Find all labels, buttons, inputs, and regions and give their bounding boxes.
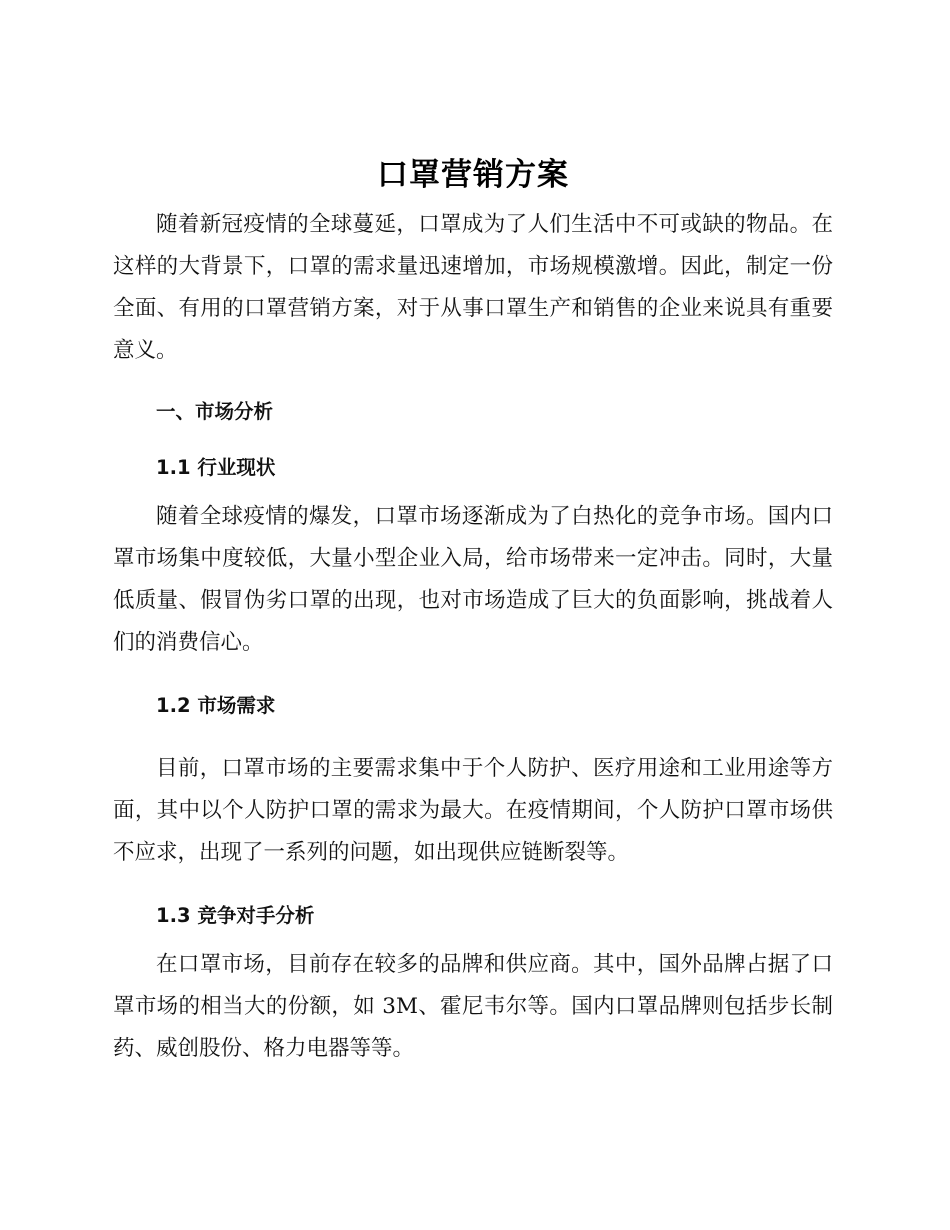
- spacer: [113, 664, 833, 678]
- market-demand-paragraph: 目前，口罩市场的主要需求集中于个人防护、医疗用途和工业用途等方面，其中以个人防护口罩的需求为最大。在疫情期间，个人防护口罩市场供不应求，出现了一系列的问题，如出现供应链断裂等。: [113, 756, 833, 865]
- section-heading-market-analysis: 一、市场分析: [156, 400, 274, 423]
- subsection-heading-industry-status: 1.1 行业现状: [156, 456, 276, 479]
- intro-paragraph: 随着新冠疫情的全球蔓延，口罩成为了人们生活中不可或缺的物品。在这样的大背景下，口罩的需求量迅速增加，市场规模激增。因此，制定一份全面、有用的口罩营销方案，对于从事口罩生产和销售的企业来说具有重要意义。: [113, 212, 833, 363]
- subsection-heading-competitor-analysis: 1.3 竞争对手分析: [156, 904, 315, 927]
- industry-status-paragraph: 随着全球疫情的爆发，口罩市场逐渐成为了白热化的竞争市场。国内口罩市场集中度较低，大量小型企业入局，给市场带来一定冲击。同时，大量低质量、假冒伪劣口罩的出现，也对市场造成了巨大的负面影响，挑战着人们的消费信心。: [113, 504, 833, 655]
- document-title: 口罩营销方案: [377, 157, 569, 193]
- spacer: [113, 874, 833, 888]
- spacer: [113, 372, 833, 384]
- competitor-analysis-paragraph: 在口罩市场，目前存在较多的品牌和供应商。其中，国外品牌占据了口罩市场的相当大的份额，如 3M、霍尼韦尔等。国内口罩品牌则包括步长制药、威创股份、格力电器等等。: [113, 952, 833, 1061]
- subsection-heading-market-demand: 1.2 市场需求: [156, 694, 276, 717]
- spacer: [113, 734, 833, 748]
- document-body: [113, 146, 833, 1070]
